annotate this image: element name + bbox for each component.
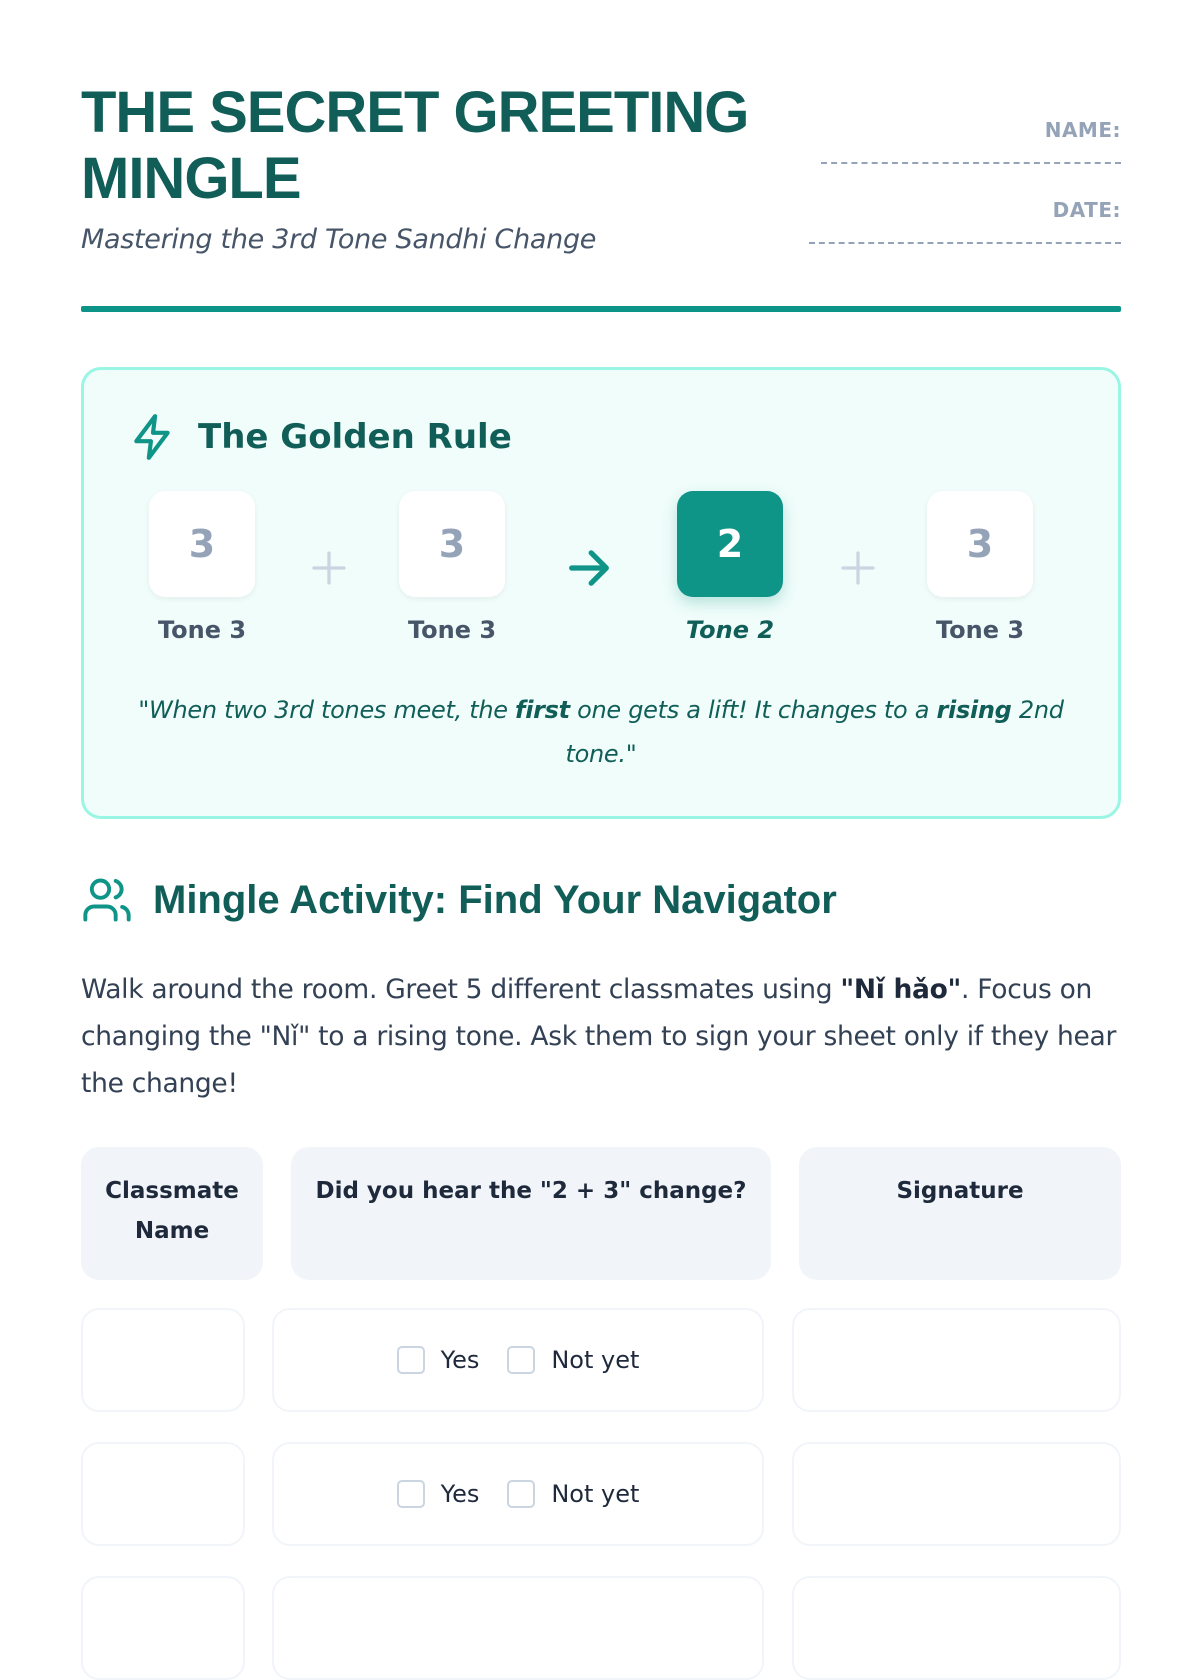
date-line[interactable] (809, 242, 1121, 244)
instructions-greeting: "Nǐ hǎo" (840, 974, 962, 1005)
mingle-header (81, 874, 837, 926)
lightning-icon (128, 412, 178, 462)
not-yet-label: Not yet (551, 1480, 640, 1508)
yes-label: Yes (440, 1480, 480, 1508)
yes-checkbox[interactable] (397, 1346, 425, 1374)
classmate-name-cell[interactable] (81, 1308, 245, 1412)
page-subtitle: Mastering the 3rd Tone Sandhi Change (81, 224, 597, 255)
page-title: THE SECRET GREETING MINGLE (81, 80, 749, 211)
change-check-cell (272, 1576, 764, 1680)
mingle-title: Mingle Activity: Find Your Navigator (153, 877, 837, 922)
change-check-cell (272, 1308, 764, 1412)
classmate-name-cell[interactable] (81, 1576, 245, 1680)
date-label: DATE: (1052, 198, 1121, 222)
golden-rule-header (128, 412, 512, 462)
yes-label: Yes (440, 1346, 480, 1374)
quote-text: one gets a lift! It changes to a (569, 696, 937, 724)
name-label: NAME: (1044, 118, 1121, 142)
tone-tile-first: 3 (149, 491, 255, 597)
check-options (274, 1310, 762, 1410)
not-yet-checkbox[interactable] (507, 1346, 535, 1374)
not-yet-label: Not yet (551, 1346, 640, 1374)
column-header-signature: Signature (799, 1147, 1121, 1280)
not-yet-checkbox[interactable] (507, 1480, 535, 1508)
signature-cell[interactable] (792, 1308, 1121, 1412)
tone-tile-changed: 2 (677, 491, 783, 597)
check-options (274, 1444, 762, 1544)
tone-label-second: Tone 3 (407, 616, 497, 644)
tone-label-unchanged: Tone 3 (935, 616, 1025, 644)
tone-label-changed: Tone 2 (685, 616, 775, 644)
yes-option[interactable] (397, 1480, 480, 1508)
column-header-change: Did you hear the "2 + 3" change? (291, 1147, 771, 1280)
mingle-instructions (81, 966, 1121, 1107)
not-yet-option[interactable] (507, 1480, 639, 1508)
tone-tile-second: 3 (399, 491, 505, 597)
quote-emphasis-rising: rising (936, 696, 1012, 724)
signature-cell[interactable] (792, 1576, 1121, 1680)
yes-checkbox[interactable] (397, 1480, 425, 1508)
golden-rule-quote (124, 688, 1078, 776)
quote-text: "When two 3rd tones meet, the (138, 696, 516, 724)
signature-cell[interactable] (792, 1442, 1121, 1546)
golden-rule-card (81, 367, 1121, 819)
change-check-cell (272, 1442, 764, 1546)
quote-emphasis-first: first (515, 696, 570, 724)
arrow-right-icon (563, 542, 615, 594)
tone-label-first: Tone 3 (157, 616, 247, 644)
not-yet-option[interactable] (507, 1346, 639, 1374)
classmate-name-cell[interactable] (81, 1442, 245, 1546)
name-line[interactable] (821, 162, 1121, 164)
yes-option[interactable] (397, 1346, 480, 1374)
instructions-text: Walk around the room. Greet 5 different classmates using (81, 974, 841, 1005)
tone-tile-unchanged: 3 (927, 491, 1033, 597)
plus-icon (838, 548, 878, 588)
users-icon (81, 874, 133, 926)
name-date-fields (801, 118, 1121, 278)
column-header-name: Classmate Name (81, 1147, 263, 1280)
header-divider (81, 306, 1121, 312)
quote-text: 2nd tone." (565, 696, 1064, 768)
plus-icon (309, 548, 349, 588)
golden-rule-title: The Golden Rule (198, 417, 512, 457)
instructions-text: . Focus on changing the "Nǐ" to a rising tone. Ask them to sign your sheet only if they hear the change! (81, 974, 1117, 1099)
